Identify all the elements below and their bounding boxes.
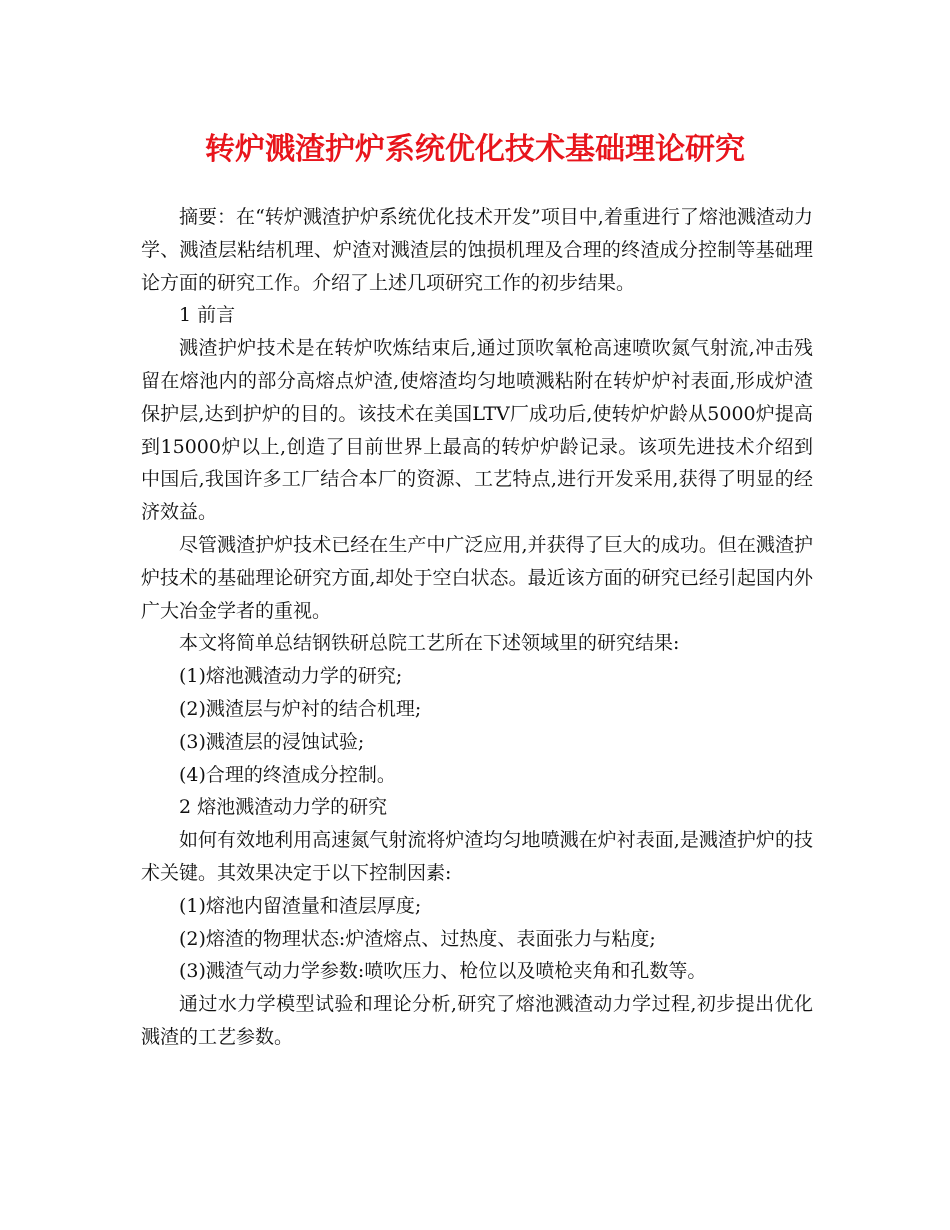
- list-item: (3)溅渣层的浸蚀试验;: [179, 730, 365, 753]
- document-title: 转炉溅渣护炉系统优化技术基础理论研究: [205, 132, 745, 167]
- body-paragraph: 溅渣护炉技术是在转炉吹炼结束后,通过顶吹氧枪高速喷吹氮气射流,冲击残留在熔池内的部分高熔点炉渣,使熔渣均匀地喷溅粘附在转炉炉衬表面,形成炉渣保护层,达到护炉的目的。该技术在美国LTV厂成功后,使转炉炉龄从5000炉提高到15000炉以上,创造了目前世界上最高的转炉炉龄记录。该项先进技术介绍到中国后,我国许多工厂结合本厂的资源、工艺特点,进行开发采用,获得了明显的经济效益。: [141, 337, 813, 524]
- list-item: (2)熔渣的物理状态:炉渣熔点、过热度、表面张力与粘度;: [179, 927, 656, 950]
- section-heading-introduction: 1 前言: [179, 304, 236, 327]
- abstract-paragraph: 摘要：在“转炉溅渣护炉系统优化技术开发”项目中,着重进行了熔池溅渣动力学、溅渣层粘结机理、炉渣对溅渣层的蚀损机理及合理的终渣成分控制等基础理论方面的研究工作。介绍了上述几项研究工作的初步结果。: [141, 206, 813, 294]
- list-item: (2)溅渣层与炉衬的结合机理;: [179, 697, 422, 720]
- list-item: (1)熔池溅渣动力学的研究;: [179, 665, 403, 688]
- body-paragraph: 本文将简单总结钢铁研总院工艺所在下述领域里的研究结果:: [179, 632, 680, 655]
- document-body: [141, 201, 813, 1054]
- list-item: (1)熔池内留渣量和渣层厚度;: [179, 894, 422, 917]
- body-paragraph: 通过水力学模型试验和理论分析,研究了熔池溅渣动力学过程,初步提出优化溅渣的工艺参数。: [141, 993, 813, 1048]
- body-paragraph: 如何有效地利用高速氮气射流将炉渣均匀地喷溅在炉衬表面,是溅渣护炉的技术关键。其效果决定于以下控制因素:: [141, 829, 813, 884]
- list-item: (3)溅渣气动力学参数:喷吹压力、枪位以及喷枪夹角和孔数等。: [179, 960, 707, 983]
- section-heading-dynamics: 2 熔池溅渣动力学的研究: [179, 796, 388, 819]
- list-item: (4)合理的终渣成分控制。: [179, 763, 396, 786]
- body-paragraph: 尽管溅渣护炉技术已经在生产中广泛应用,并获得了巨大的成功。但在溅渣护炉技术的基础理论研究方面,却处于空白状态。最近该方面的研究已经引起国内外广大冶金学者的重视。: [141, 533, 813, 622]
